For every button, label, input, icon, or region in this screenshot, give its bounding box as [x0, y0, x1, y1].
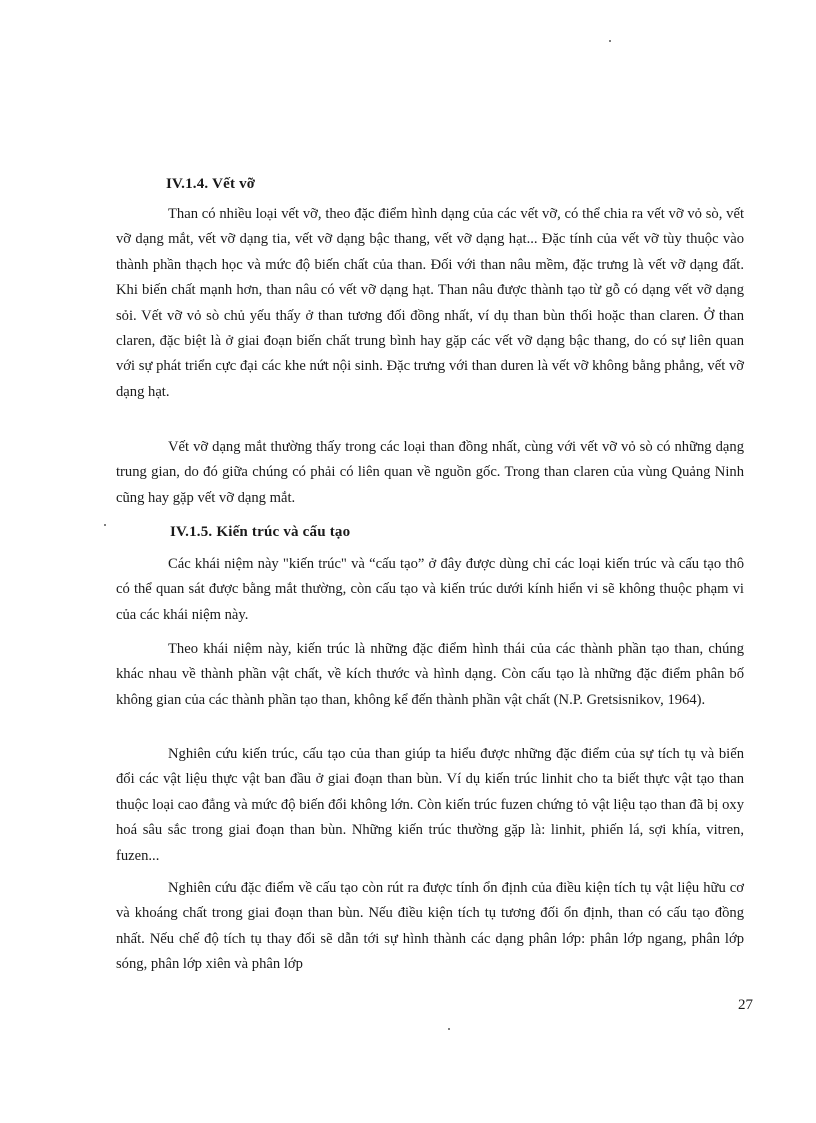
page-number: 27 — [738, 997, 753, 1013]
paragraph-kien-truc-4: Nghiên cứu đặc điểm về cấu tạo còn rút ra được tính ổn định của điều kiện tích tụ vật liệu hữu cơ và khoáng chất trong giai đoạn than bùn. Nếu điều kiện tích tụ tương đối ổn định, than có cấu tạo đồng nhất. Nếu chế độ tích tụ thay đổi sẽ dẫn tới sự hình thành các dạng phân lớp: phân lớp ngang, phân lớp sóng, phân lớp xiên và phân lớp — [116, 880, 744, 973]
section-heading-kien-truc: IV.1.5. Kiến trúc và cấu tạo — [170, 524, 351, 540]
scan-speck — [609, 40, 611, 42]
section-heading-vet-vo: IV.1.4. Vết vỡ — [166, 176, 256, 192]
paragraph-kien-truc-1: Các khái niệm này "kiến trúc" và “cấu tạo” ở đây được dùng chỉ các loại kiến trúc và cấu tạo thô có thể quan sát được bằng mắt thường, còn cấu tạo và kiến trúc dưới kính hiển vi sẽ không thuộc phạm vi của các khái niệm này. — [116, 556, 744, 623]
paragraph-vet-vo-1: Than có nhiều loại vết vỡ, theo đặc điểm hình dạng của các vết vỡ, có thể chia ra vết vỡ vỏ sò, vết vỡ dạng mắt, vết vỡ dạng tia, vết vỡ dạng bậc thang, vết vỡ dạng hạt... Đặc tính của vết vỡ tùy thuộc vào thành phần thạch học và mức độ biến chất của than. Đối với than nâu mềm, đặc trưng là vết vỡ dạng đất. Khi biến chất mạnh hơn, than nâu có vết vỡ dạng hạt. Than nâu được thành tạo từ gỗ có dạng vết vỡ dạng sỏi. Vết vỡ vỏ sò chủ yếu thấy ở than tương đối đồng nhất, ví dụ than bùn thối hoặc than claren. Ở than claren, đặc biệt là ở giai đoạn biến chất trung bình hay gặp các vết vỡ dạng bậc thang, do có sự liên quan với sự phát triển cực đại các khe nứt nội sinh. Đặc trưng với than duren là vết vỡ không bằng phẳng, vết vỡ dạng hạt. — [116, 206, 744, 400]
paragraph-kien-truc-2: Theo khái niệm này, kiến trúc là những đặc điểm hình thái của các thành phần tạo than, chúng khác nhau về thành phần vật chất, về kích thước và hình dạng. Còn cấu tạo là những đặc điểm phân bố không gian của các thành phần tạo than, không kể đến thành phần vật chất (N.P. Gretsisnikov, 1964). — [116, 641, 744, 708]
paragraph-vet-vo-2: Vết vỡ dạng mắt thường thấy trong các loại than đồng nhất, cùng với vết vỡ vỏ sò có những dạng trung gian, do đó giữa chúng có phải có liên quan về nguồn gốc. Trong than claren của vùng Quảng Ninh cũng hay gặp vết vỡ dạng mắt. — [116, 439, 744, 506]
scan-speck — [104, 524, 106, 526]
paragraph-kien-truc-3: Nghiên cứu kiến trúc, cấu tạo của than giúp ta hiểu được những đặc điểm của sự tích tụ và biến đổi các vật liệu thực vật ban đầu ở giai đoạn than bùn. Ví dụ kiến trúc linhit cho ta biết thực vật tạo than thuộc loại cao đẳng và mức độ biến đổi không lớn. Còn kiến trúc fuzen chứng tỏ vật liệu tạo than đã bị oxy hoá sâu sắc trong giai đoạn than bùn. Những kiến trúc thường gặp là: linhit, phiến lá, sợi khía, vitren, fuzen... — [116, 746, 744, 864]
scan-speck — [448, 1028, 450, 1030]
